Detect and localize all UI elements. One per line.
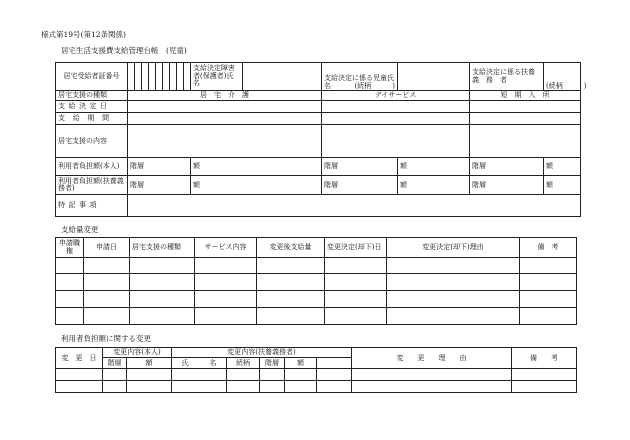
- child-label: 支給決定に係る児童氏 名 (続柄 ): [322, 63, 398, 91]
- amount-label: 額: [544, 176, 581, 195]
- service-short-stay: 短 期 入 所: [470, 91, 581, 101]
- burden-cell[interactable]: [352, 369, 512, 381]
- change-cell[interactable]: [257, 258, 325, 274]
- burden-cell[interactable]: [227, 369, 260, 381]
- tier-header: 階層: [260, 358, 285, 369]
- tier-label: 階層: [128, 176, 191, 195]
- change-cell[interactable]: [84, 274, 130, 291]
- burden-cell[interactable]: [512, 381, 577, 393]
- service-type-label: 居宅支援の種類: [56, 91, 128, 101]
- amount-label: 額: [544, 158, 581, 176]
- change-section-title: 支給量変更: [61, 225, 99, 234]
- change-cell[interactable]: [195, 308, 257, 325]
- change-header-cell: 申請日: [84, 238, 130, 258]
- burden-cell[interactable]: [103, 381, 127, 393]
- burden-cell[interactable]: [260, 369, 285, 381]
- change-cell[interactable]: [387, 291, 520, 308]
- table-row: [56, 291, 577, 308]
- burden-cell[interactable]: [512, 369, 577, 381]
- ledger-title: 居宅生活支援費支給管理台帳 (児童): [61, 46, 187, 55]
- child-relation: (続柄 ): [354, 81, 395, 90]
- burden-cell[interactable]: [285, 369, 317, 381]
- name-header: 氏 名: [172, 358, 227, 369]
- id-digit[interactable]: [177, 63, 184, 91]
- change-cell[interactable]: [325, 274, 387, 291]
- change-cell[interactable]: [520, 274, 577, 291]
- burden-cell[interactable]: [317, 369, 352, 381]
- change-cell[interactable]: [130, 258, 195, 274]
- change-header-cell: 変更決定(却下)理由: [387, 238, 520, 258]
- id-digit[interactable]: [184, 63, 191, 91]
- content-short[interactable]: [470, 125, 581, 158]
- change-cell[interactable]: [520, 291, 577, 308]
- change-cell[interactable]: [84, 258, 130, 274]
- burden-cell[interactable]: [317, 381, 352, 393]
- burden-cell[interactable]: [227, 381, 260, 393]
- tier-label: 階層: [128, 158, 191, 176]
- change-cell[interactable]: [56, 308, 84, 325]
- change-header-cell: 居宅支援の種類: [130, 238, 195, 258]
- tier-header: 階層: [103, 358, 127, 369]
- period-day[interactable]: [322, 113, 470, 125]
- service-day: デイサービス: [322, 91, 470, 101]
- guardian-name-field[interactable]: [243, 63, 322, 91]
- table-row: [56, 308, 577, 325]
- change-cell[interactable]: [84, 308, 130, 325]
- burden-cell[interactable]: [172, 381, 227, 393]
- content-home[interactable]: [128, 125, 322, 158]
- table-row: [56, 381, 577, 393]
- obligor-label: 支給決定に係る扶養義 務 者: [470, 63, 544, 91]
- remarks-header: 備 考: [512, 348, 577, 369]
- change-header-cell: 変更後支給量: [257, 238, 325, 258]
- amount-header: 額: [127, 358, 172, 369]
- change-header-cell: サービス内容: [195, 238, 257, 258]
- change-cell[interactable]: [520, 258, 577, 274]
- change-cell[interactable]: [325, 258, 387, 274]
- content-day[interactable]: [322, 125, 470, 158]
- change-cell[interactable]: [520, 308, 577, 325]
- burden-cell[interactable]: [56, 381, 103, 393]
- id-digit[interactable]: [135, 63, 142, 91]
- table-row: [56, 369, 577, 381]
- tier-label: 階層: [470, 158, 544, 176]
- obligor-name-field[interactable]: [544, 63, 587, 91]
- change-cell[interactable]: [257, 308, 325, 325]
- notes-field[interactable]: [128, 195, 581, 217]
- tier-label: 階層: [470, 176, 544, 195]
- form-number: 様式第19号(第12条関係): [41, 30, 126, 39]
- decision-date-day[interactable]: [322, 101, 470, 113]
- change-cell[interactable]: [325, 308, 387, 325]
- amount-header: 額: [285, 358, 317, 369]
- notes-label: 特記事項: [56, 195, 128, 217]
- change-cell[interactable]: [257, 291, 325, 308]
- tier-label: 階層: [322, 158, 398, 176]
- id-digit[interactable]: [163, 63, 170, 91]
- change-cell[interactable]: [56, 274, 84, 291]
- burden-cell[interactable]: [352, 381, 512, 393]
- period-short[interactable]: [470, 113, 581, 125]
- period-home[interactable]: [128, 113, 322, 125]
- burden-cell[interactable]: [127, 381, 172, 393]
- id-digit[interactable]: [149, 63, 156, 91]
- service-home-care: 居 宅 介 護: [128, 91, 322, 101]
- table-row: [56, 274, 577, 291]
- spacer-cell: [317, 358, 352, 369]
- change-cell[interactable]: [130, 308, 195, 325]
- tier-label: 階層: [322, 176, 398, 195]
- change-cell[interactable]: [387, 274, 520, 291]
- change-header-cell: 変更決定(却下)日: [325, 238, 387, 258]
- relation-header: 続柄: [227, 358, 260, 369]
- burden-cell[interactable]: [172, 369, 227, 381]
- change-cell[interactable]: [130, 291, 195, 308]
- change-header-cell: 申請職権: [56, 238, 84, 258]
- id-digit[interactable]: [156, 63, 163, 91]
- change-cell[interactable]: [84, 291, 130, 308]
- amount-label: 額: [398, 176, 470, 195]
- id-digit[interactable]: [170, 63, 177, 91]
- amount-label: 額: [191, 158, 322, 176]
- change-cell[interactable]: [387, 258, 520, 274]
- obligor-content-header: 変更内容(扶養義務者): [172, 348, 352, 358]
- burden-obligor-label: 利用者負担額(扶養義務者): [56, 176, 128, 195]
- change-date-header: 変 更 日: [56, 348, 103, 369]
- change-cell[interactable]: [130, 274, 195, 291]
- decision-date-short[interactable]: [470, 101, 581, 113]
- period-label: 支給期間: [56, 113, 128, 125]
- burden-change-table: [55, 347, 577, 393]
- burden-section-title: 利用者負担額に関する変更: [61, 334, 151, 343]
- change-cell[interactable]: [325, 291, 387, 308]
- change-cell[interactable]: [56, 258, 84, 274]
- amount-label: 額: [191, 176, 322, 195]
- change-header-cell: 備 考: [520, 238, 577, 258]
- amount-label: 額: [398, 158, 470, 176]
- content-label: 居宅支援の内容: [56, 125, 128, 158]
- id-digit[interactable]: [128, 63, 135, 91]
- recipient-id-label: 居宅受給者証番号: [56, 63, 128, 91]
- change-cell[interactable]: [195, 274, 257, 291]
- change-cell[interactable]: [387, 308, 520, 325]
- burden-cell[interactable]: [260, 381, 285, 393]
- reason-header: 変 更 理 由: [352, 348, 512, 369]
- burden-self-label: 利用者負担額(本人): [56, 158, 128, 176]
- change-table: [55, 237, 577, 325]
- change-cell[interactable]: [257, 274, 325, 291]
- decision-date-home[interactable]: [128, 101, 322, 113]
- burden-cell[interactable]: [285, 381, 317, 393]
- decision-date-label: 支給決定日: [56, 101, 128, 113]
- burden-cell[interactable]: [103, 369, 127, 381]
- burden-cell[interactable]: [56, 369, 103, 381]
- guardian-label: 支給決定障害者(保護者)氏名: [191, 63, 243, 91]
- self-content-header: 変更内容(本人): [103, 348, 172, 358]
- obligor-relation: (続柄 ): [546, 81, 587, 90]
- ledger-main-table: [55, 62, 587, 217]
- change-cell[interactable]: [195, 291, 257, 308]
- id-digit[interactable]: [142, 63, 149, 91]
- change-cell[interactable]: [56, 291, 84, 308]
- table-row: [56, 258, 577, 274]
- burden-cell[interactable]: [127, 369, 172, 381]
- change-cell[interactable]: [195, 258, 257, 274]
